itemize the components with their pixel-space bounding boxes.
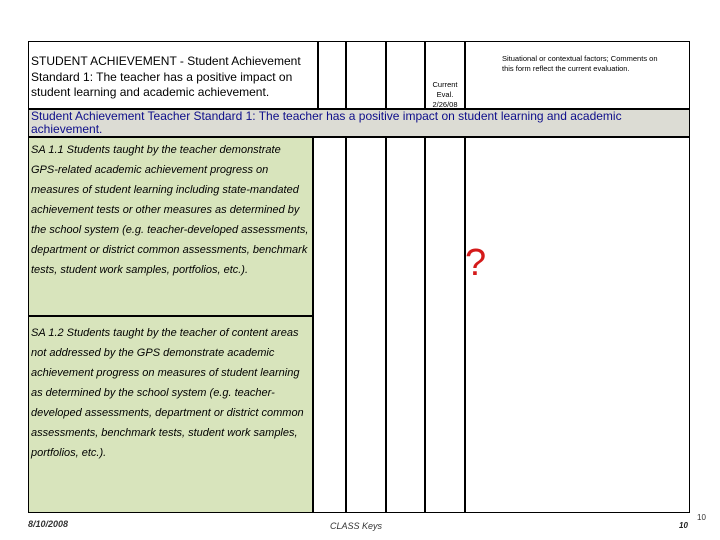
page-number: 10 — [679, 521, 688, 530]
rating-column-1 — [318, 41, 346, 109]
page-number-corner: 10 — [697, 513, 706, 522]
current-eval-cell — [425, 137, 465, 513]
rating-column-2 — [346, 41, 386, 109]
footer-date: 8/10/2008 — [28, 519, 69, 529]
question-mark: ? — [465, 242, 487, 284]
current-eval-header: Current Eval. 2/26/08 — [425, 41, 465, 109]
standard-banner: Student Achievement Teacher Standard 1: The teacher has a positive impact on student learning and academic achievement. — [28, 109, 690, 137]
comments-cell — [465, 137, 690, 513]
indicator-sa-1-1: SA 1.1 Students taught by the teacher demonstrate GPS-related academic achievement progress on measures of student learning including state-mandated achievement tests or other measures as determined by the school system (e.g. teacher-developed assessments, department or district common assessments, benchmark tests, student work samples, portfolios, etc.). — [28, 137, 313, 316]
rating-cell-1 — [313, 137, 346, 513]
rating-column-3 — [386, 41, 425, 109]
rating-cell-3 — [386, 137, 425, 513]
footer-title: CLASS Keys — [330, 521, 383, 531]
evaluation-table — [28, 41, 690, 513]
rating-cell-2 — [346, 137, 386, 513]
comments-header: Situational or contextual factors; Comments on this form reflect the current evaluation. — [465, 41, 690, 109]
standard-title: STUDENT ACHIEVEMENT - Student Achievement Standard 1: The teacher has a positive impact on student learning and academic achievement. — [28, 41, 318, 109]
indicator-sa-1-2: SA 1.2 Students taught by the teacher of content areas not addressed by the GPS demonstrate academic achievement progress on measures of student learning as determined by the school system (e.g. teacher-developed assessments, department or district common assessments, benchmark tests, student work samples, portfolios, etc.). — [28, 316, 313, 513]
